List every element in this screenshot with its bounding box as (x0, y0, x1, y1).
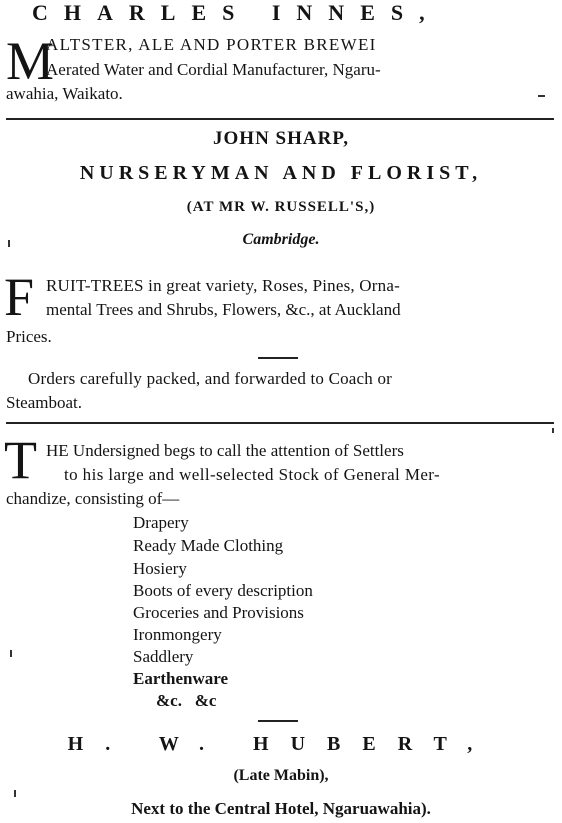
sharp-ad-town: Cambridge. (242, 231, 320, 248)
hubert-ad-address: Next to the Central Hotel, Ngaruawahia). (131, 799, 431, 818)
print-speck (10, 650, 12, 657)
sharp-ad-drop-cap: F (4, 267, 35, 327)
stock-list-item: &c. &c (156, 691, 217, 710)
sharp-ad-orders-line: Orders carefully packed, and forwarded to Coach or (28, 369, 393, 388)
hubert-ad-intro-line: chandize, consisting of— (6, 489, 180, 508)
sharp-ad-paragraph-line: mental Trees and Shrubs, Flowers, &c., at Auckland (46, 300, 401, 319)
innes-ad-line-3: awahia, Waikato. (6, 84, 123, 103)
stock-list-item: Boots of every description (133, 581, 313, 600)
short-divider-rule (258, 720, 298, 722)
innes-ad-line-1: ALTSTER, ALE AND PORTER BREWEI (46, 35, 377, 54)
stock-list-item: Earthenware (133, 669, 229, 688)
hubert-ad-late: (Late Mabin), (233, 767, 329, 784)
stock-list-item: Hosiery (133, 559, 187, 578)
divider-rule (6, 118, 554, 120)
hubert-ad-intro-line: to his large and well-selected Stock of General Mer- (64, 465, 441, 484)
print-speck (8, 240, 10, 247)
print-speck (538, 95, 545, 97)
print-speck (14, 790, 16, 797)
stock-list-item: Groceries and Provisions (133, 603, 304, 622)
hubert-ad-intro-line: HE Undersigned begs to call the attention of Settlers (46, 441, 404, 460)
print-speck (552, 428, 554, 433)
sharp-ad-paragraph-line: RUIT-TREES in great variety, Roses, Pines, Orna- (46, 276, 400, 295)
stock-list-item: Drapery (133, 513, 189, 532)
stock-list-item: Ready Made Clothing (133, 536, 284, 555)
stock-list-item: Ironmongery (133, 625, 222, 644)
innes-ad-title: CHARLES INNES, (32, 0, 441, 25)
stock-list-item: Saddlery (133, 647, 194, 666)
sharp-ad-trade: NURSERYMAN AND FLORIST, (79, 162, 483, 184)
hubert-ad-name: H. W. HUBERT, (67, 733, 495, 755)
sharp-ad-paragraph-line: Prices. (6, 327, 52, 346)
short-divider-rule (258, 357, 298, 359)
innes-ad-drop-cap: M (6, 31, 55, 91)
divider-rule (6, 422, 554, 424)
innes-ad-line-2: Aerated Water and Cordial Manufacturer, Ngaru- (46, 60, 381, 79)
sharp-ad-orders-line: Steamboat. (6, 393, 83, 412)
sharp-ad-location: (AT MR W. RUSSELL'S,) (186, 199, 376, 215)
sharp-ad-name: JOHN SHARP, (213, 128, 349, 149)
hubert-ad-drop-cap: T (4, 430, 37, 490)
